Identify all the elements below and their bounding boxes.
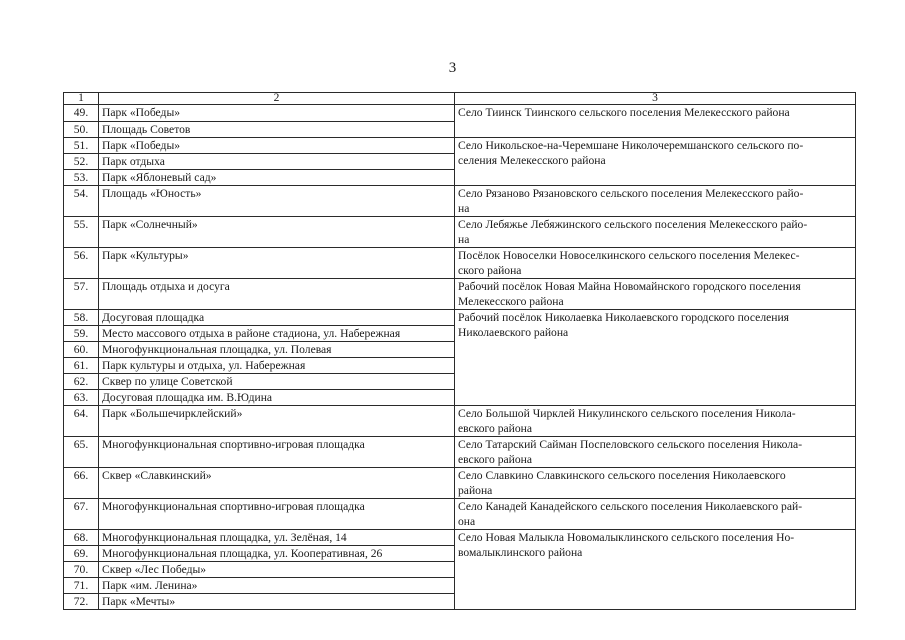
location-line: Посёлок Новоселки Новоселкинского сельского поселения Мелекес- — [458, 249, 800, 262]
location-line: на — [458, 202, 470, 215]
settlement-location — [455, 248, 856, 279]
row-number: 56. — [64, 248, 99, 279]
facility-name: Досуговая площадка — [99, 310, 455, 326]
table-row — [64, 105, 856, 122]
location-line: на — [458, 233, 470, 246]
header-col-3: 3 — [455, 93, 856, 105]
row-number: 58. — [64, 310, 99, 326]
row-number: 72. — [64, 594, 99, 610]
facility-name: Площадь Советов — [99, 122, 455, 138]
facility-name: Парк «Солнечный» — [99, 217, 455, 248]
settlement-location — [455, 186, 856, 217]
row-number: 69. — [64, 546, 99, 562]
location-line: Николаевского района — [458, 326, 569, 339]
facility-name: Место массового отдыха в районе стадиона, ул. Набережная — [99, 326, 455, 342]
location-line: Рабочий посёлок Николаевка Николаевского городского поселения — [458, 311, 790, 324]
facility-name: Парк «им. Ленина» — [99, 578, 455, 594]
location-line: Село Тиинск Тиинского сельского поселения Мелекесского района — [458, 106, 790, 119]
location-line: вомалыклинского района — [458, 546, 583, 559]
location-line: Рабочий посёлок Новая Майна Новомайнского городского поселения — [458, 280, 801, 293]
settlement-location — [455, 105, 856, 138]
settlement-location — [455, 499, 856, 530]
row-number: 70. — [64, 562, 99, 578]
location-line: евского района — [458, 453, 532, 466]
facility-name: Парк отдыха — [99, 154, 455, 170]
row-number: 67. — [64, 499, 99, 530]
facility-name: Парк «Культуры» — [99, 248, 455, 279]
row-number: 64. — [64, 406, 99, 437]
facility-name: Сквер «Лес Победы» — [99, 562, 455, 578]
location-line: Село Никольское-на-Черемшане Николочеремшанского сельского по- — [458, 139, 804, 152]
location-line: Село Новая Малыкла Новомалыклинского сельского поселения Но- — [458, 531, 795, 544]
facility-name: Площадь отдыха и досуга — [99, 279, 455, 310]
table-row — [64, 138, 856, 154]
facility-name: Парк культуры и отдыха, ул. Набережная — [99, 358, 455, 374]
facility-name: Площадь «Юность» — [99, 186, 455, 217]
table-row — [64, 437, 856, 468]
table-row — [64, 406, 856, 437]
location-line: ского района — [458, 264, 522, 277]
table-row — [64, 499, 856, 530]
location-line: района — [458, 484, 493, 497]
row-number: 61. — [64, 358, 99, 374]
row-number: 50. — [64, 122, 99, 138]
settlement-location — [455, 310, 856, 406]
table-row — [64, 310, 856, 326]
row-number: 55. — [64, 217, 99, 248]
settlement-location — [455, 468, 856, 499]
facility-name: Многофункциональная площадка, ул. Полевая — [99, 342, 455, 358]
location-line: она — [458, 515, 476, 528]
row-number: 57. — [64, 279, 99, 310]
facility-name: Многофункциональная спортивно-игровая площадка — [99, 499, 455, 530]
row-number: 53. — [64, 170, 99, 186]
row-number: 66. — [64, 468, 99, 499]
table-row — [64, 186, 856, 217]
table-row — [64, 530, 856, 546]
row-number: 52. — [64, 154, 99, 170]
table-row — [64, 279, 856, 310]
settlement-location — [455, 406, 856, 437]
location-line: Село Татарский Сайман Поспеловского сельского поселения Никола- — [458, 438, 803, 451]
settlement-location — [455, 138, 856, 186]
facility-name: Парк «Победы» — [99, 138, 455, 154]
settlement-location — [455, 530, 856, 610]
location-line: Мелекесского района — [458, 295, 564, 308]
facility-name: Парк «Победы» — [99, 105, 455, 122]
settlement-location — [455, 217, 856, 248]
table-row — [64, 468, 856, 499]
header-col-2: 2 — [99, 93, 455, 105]
row-number: 60. — [64, 342, 99, 358]
row-number: 49. — [64, 105, 99, 122]
table-row — [64, 217, 856, 248]
row-number: 51. — [64, 138, 99, 154]
location-line: селения Мелекесского района — [458, 154, 606, 167]
header-col-1: 1 — [64, 93, 99, 105]
location-line: Село Лебяжье Лебяжинского сельского поселения Мелекесского райо- — [458, 218, 808, 231]
settlement-location — [455, 437, 856, 468]
row-number: 62. — [64, 374, 99, 390]
facility-name: Досуговая площадка им. В.Юдина — [99, 390, 455, 406]
facility-name: Сквер «Славкинский» — [99, 468, 455, 499]
location-line: Село Большой Чирклей Никулинского сельского поселения Никола- — [458, 407, 796, 420]
location-line: Село Рязаново Рязановского сельского поселения Мелекесского райо- — [458, 187, 804, 200]
table-header-row — [64, 93, 856, 105]
row-number: 65. — [64, 437, 99, 468]
settlement-location — [455, 279, 856, 310]
facility-name: Сквер по улице Советской — [99, 374, 455, 390]
facility-name: Многофункциональная площадка, ул. Кооперативная, 26 — [99, 546, 455, 562]
facility-name: Парк «Мечты» — [99, 594, 455, 610]
facility-name: Парк «Большечирклейский» — [99, 406, 455, 437]
row-number: 71. — [64, 578, 99, 594]
page-number: 3 — [448, 60, 457, 76]
location-line: Село Славкино Славкинского сельского поселения Николаевского — [458, 469, 786, 482]
table-row — [64, 248, 856, 279]
facility-name: Многофункциональная спортивно-игровая площадка — [99, 437, 455, 468]
facility-name: Парк «Яблоневый сад» — [99, 170, 455, 186]
row-number: 59. — [64, 326, 99, 342]
settlements-table — [63, 92, 856, 610]
location-line: Село Канадей Канадейского сельского поселения Николаевского рай- — [458, 500, 803, 513]
row-number: 63. — [64, 390, 99, 406]
row-number: 68. — [64, 530, 99, 546]
location-line: евского района — [458, 422, 532, 435]
row-number: 54. — [64, 186, 99, 217]
facility-name: Многофункциональная площадка, ул. Зелёная, 14 — [99, 530, 455, 546]
